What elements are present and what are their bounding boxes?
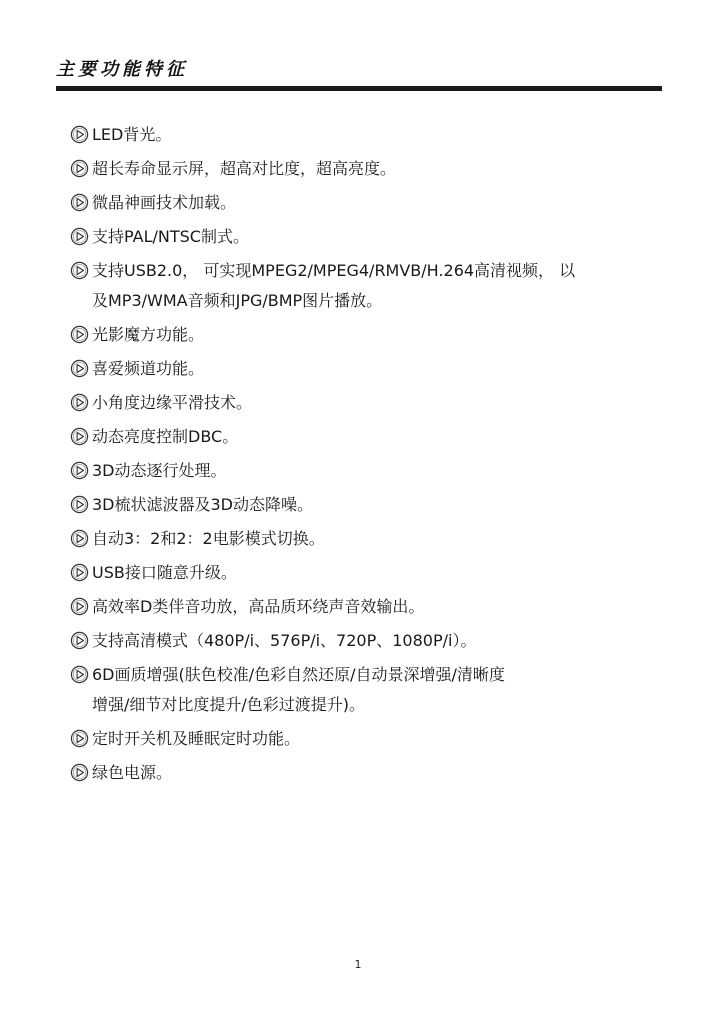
- feature-text: 自动3：2和2：2电影模式切换。: [92, 529, 325, 548]
- feature-text: 小角度边缘平滑技术。: [92, 393, 253, 412]
- feature-item: [70, 188, 650, 218]
- play-circle-icon: [70, 261, 89, 280]
- feature-item: [70, 524, 650, 554]
- feature-text: 支持PAL/NTSC制式。: [92, 227, 249, 246]
- feature-item: [70, 758, 650, 788]
- feature-text: 超长寿命显示屏，超高对比度，超高亮度。: [92, 159, 397, 178]
- feature-item: [70, 626, 650, 656]
- play-circle-icon: [70, 227, 89, 246]
- feature-list: [70, 120, 650, 792]
- play-circle-icon: [70, 125, 89, 144]
- play-circle-icon: [70, 393, 89, 412]
- feature-text: 定时开关机及睡眠定时功能。: [92, 729, 301, 748]
- feature-text: 绿色电源。: [92, 763, 173, 782]
- feature-item: [70, 256, 650, 316]
- feature-item: [70, 222, 650, 252]
- feature-text: 支持USB2.0， 可实现MPEG2/MPEG4/RMVB/H.264高清视频， 以 及MP3/WMA音频和JPG/BMP图片播放。: [92, 261, 576, 310]
- feature-text: USB接口随意升级。: [92, 563, 237, 582]
- feature-text: 高效率D类伴音功放，高品质环绕声音效输出。: [92, 597, 425, 616]
- feature-text: 6D画质增强(肤色校准/色彩自然还原/自动景深增强/清晰度 增强/细节对比度提升/色彩过渡提升)。: [92, 665, 505, 714]
- feature-item: [70, 120, 650, 150]
- feature-item: [70, 490, 650, 520]
- play-circle-icon: [70, 729, 89, 748]
- play-circle-icon: [70, 461, 89, 480]
- header-divider: [56, 86, 662, 91]
- play-circle-icon: [70, 631, 89, 650]
- feature-text: 微晶神画技术加载。: [92, 193, 237, 212]
- play-circle-icon: [70, 325, 89, 344]
- page-number: 1: [354, 958, 362, 971]
- feature-text: 动态亮度控制DBC。: [92, 427, 239, 446]
- feature-item: [70, 154, 650, 184]
- play-circle-icon: [70, 529, 89, 548]
- play-circle-icon: [70, 597, 89, 616]
- play-circle-icon: [70, 495, 89, 514]
- feature-text: 光影魔方功能。: [92, 325, 205, 344]
- play-circle-icon: [70, 359, 89, 378]
- play-circle-icon: [70, 665, 89, 684]
- play-circle-icon: [70, 193, 89, 212]
- feature-item: [70, 388, 650, 418]
- feature-item: [70, 320, 650, 350]
- feature-item: [70, 724, 650, 754]
- play-circle-icon: [70, 763, 89, 782]
- feature-item: [70, 660, 650, 720]
- play-circle-icon: [70, 159, 89, 178]
- feature-item: [70, 456, 650, 486]
- feature-item: [70, 592, 650, 622]
- play-circle-icon: [70, 427, 89, 446]
- feature-item: [70, 422, 650, 452]
- page-title: 主要功能特征: [56, 59, 188, 80]
- feature-text: 喜爱频道功能。: [92, 359, 205, 378]
- feature-text: 3D梳状滤波器及3D动态降噪。: [92, 495, 314, 514]
- feature-text: LED背光。: [92, 125, 172, 144]
- feature-item: [70, 354, 650, 384]
- play-circle-icon: [70, 563, 89, 582]
- feature-text: 支持高清模式（480P/i、576P/i、720P、1080P/i）。: [92, 631, 477, 650]
- page-header: [56, 58, 662, 91]
- feature-item: [70, 558, 650, 588]
- feature-text: 3D动态逐行处理。: [92, 461, 227, 480]
